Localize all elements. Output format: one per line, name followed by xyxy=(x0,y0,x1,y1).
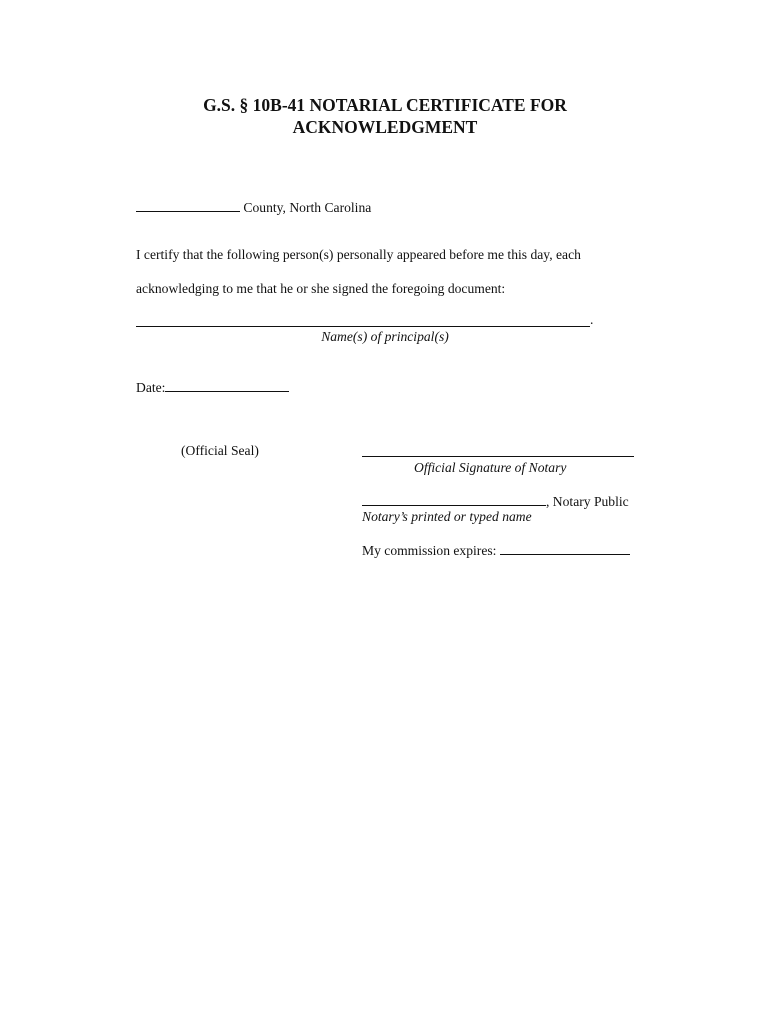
notary-name-input[interactable] xyxy=(362,492,546,506)
commission-line xyxy=(362,541,630,559)
date-label: Date: xyxy=(136,380,166,395)
title-line-1: G.S. § 10B-41 NOTARIAL CERTIFICATE FOR xyxy=(203,95,567,115)
county-line xyxy=(136,198,371,216)
date-line xyxy=(136,378,289,396)
official-seal-label: (Official Seal) xyxy=(181,443,259,458)
certify-line-2: acknowledging to me that he or she signed the foregoing document: xyxy=(136,281,506,296)
date-input[interactable] xyxy=(165,378,289,392)
notary-name-line xyxy=(362,492,629,510)
certify-line-1: I certify that the following person(s) personally appeared before me this day, each xyxy=(136,247,581,262)
principals-input[interactable] xyxy=(136,312,590,327)
notary-public-label: , Notary Public xyxy=(546,494,629,509)
principals-end-period: . xyxy=(590,312,594,327)
signature-caption: Official Signature of Notary xyxy=(414,460,567,475)
principals-caption: Name(s) of principal(s) xyxy=(321,329,449,344)
notary-name-caption: Notary’s printed or typed name xyxy=(362,509,532,524)
county-label: County, North Carolina xyxy=(243,200,372,215)
notary-signature-input[interactable] xyxy=(362,443,634,457)
commission-label: My commission expires: xyxy=(362,543,497,558)
commission-input[interactable] xyxy=(500,541,630,555)
title-line-2: ACKNOWLEDGMENT xyxy=(292,117,478,137)
county-input[interactable] xyxy=(136,198,240,212)
document-title xyxy=(0,94,770,138)
